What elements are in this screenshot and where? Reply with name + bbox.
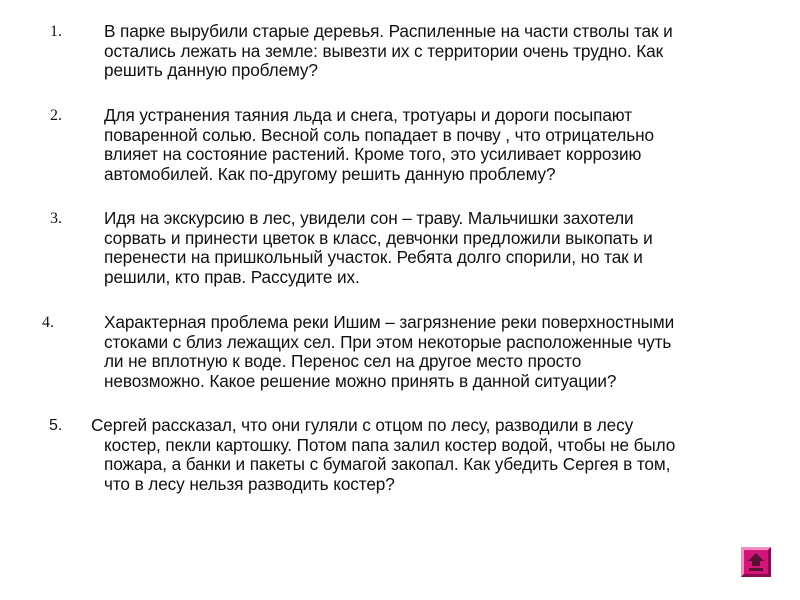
item-text-line: стоками с близ лежащих сел. При этом некоторые расположенные чуть (104, 331, 672, 352)
item-number: 3. (50, 210, 62, 227)
item-number: 2. (50, 107, 62, 124)
item-text-line: пожара, а банки и пакеты с бумагой закопал. Как убедить Сергея в том, (104, 454, 671, 475)
item-text (104, 209, 653, 287)
item-text (104, 22, 673, 81)
item-text-line: сорвать и принести цветок в класс, девчонки предложили выкопать и (104, 227, 653, 248)
item-text-line: ли не вплотную к воде. Перенос сел на другое место просто (104, 351, 582, 372)
item-text (104, 313, 674, 391)
item-text (0, 416, 675, 494)
item-number: 5. (49, 417, 63, 434)
item-text-line: костер, пекли картошку. Потом папа залил костер водой, чтобы не было (104, 434, 676, 455)
item-text-line: Идя на экскурсию в лес, увидели сон – траву. Мальчишки захотели (104, 208, 634, 228)
item-text-line: В парке вырубили старые деревья. Распиленные на части стволы так и (104, 21, 673, 41)
item-text-line: решили, кто прав. Рассудите их. (104, 266, 360, 287)
item-text-line: Характерная проблема реки Ишим – загрязнение реки поверхностными (104, 312, 675, 332)
item-text-line: невозможно. Какое решение можно принять в данной ситуации? (104, 370, 617, 391)
item-text-line: перенести на пришкольный участок. Ребята долго спорили, но так и (104, 247, 643, 268)
item-text-line: влияет на состояние растений. Кроме того, это усиливает коррозию (104, 144, 642, 165)
item-text-line: поваренной солью. Весной соль попадает в почву , что отрицательно (104, 124, 654, 145)
item-text-line: Для устранения таяния льда и снега, тротуары и дороги посыпают (104, 105, 632, 125)
home-button[interactable] (741, 547, 771, 577)
item-text-line: что в лесу нельзя разводить костер? (104, 473, 395, 494)
item-text (104, 106, 654, 184)
item-text-line: остались лежать на земле: вывезти их с территории очень трудно. Как (104, 40, 664, 61)
item-text-line: автомобилей. Как по-другому решить данную проблему? (104, 163, 556, 184)
item-number: 1. (50, 23, 62, 40)
item-number: 4. (42, 314, 54, 331)
item-text-line: решить данную проблему? (104, 60, 318, 81)
home-up-arrow-icon (741, 547, 771, 577)
item-text-line: Сергей рассказал, что они гуляли с отцом по лесу, разводили в лесу (91, 415, 634, 435)
